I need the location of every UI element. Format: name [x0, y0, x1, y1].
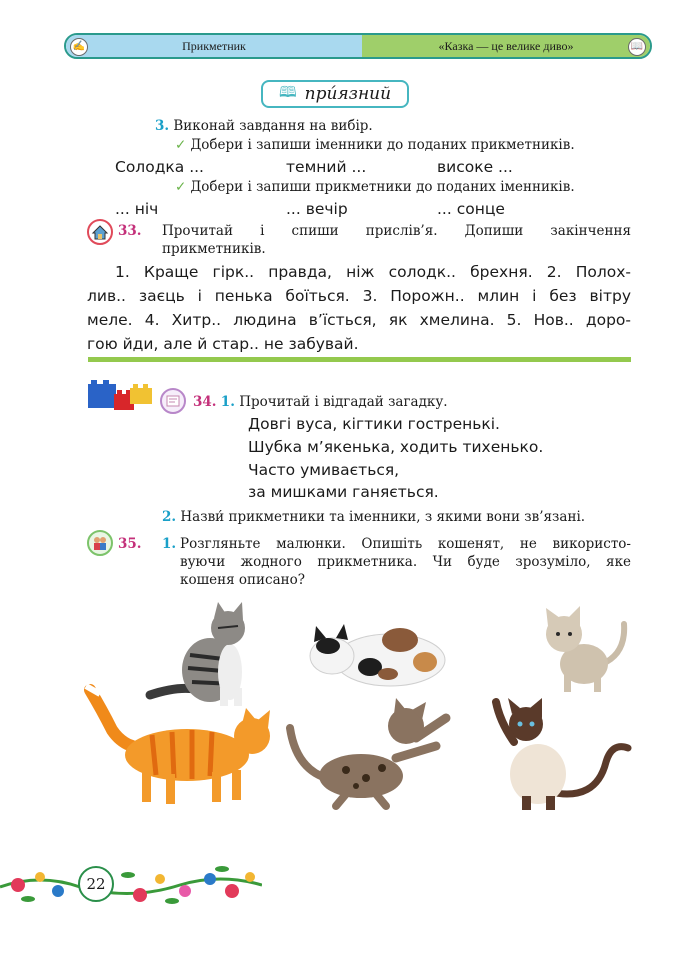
- proverb-line-3: меле. 4. Хитр.. людина в’їсться, як хмелина. 5. Нов.. доро-: [87, 311, 631, 329]
- task34-sub2-number: 2.: [162, 509, 177, 525]
- task3-word-2: темний ...: [286, 158, 367, 176]
- riddle-line-4: за мишками ганяється.: [248, 483, 439, 501]
- vocabulary-word: при́язний: [304, 84, 392, 104]
- task3-word-5: ... вечір: [286, 200, 348, 218]
- proverb-line-4: гою йди, але й стар.. не забувай.: [87, 335, 359, 353]
- task34-sub1-text: Прочитай і відгадай загадку.: [239, 394, 448, 410]
- task34-instruction: [193, 393, 448, 411]
- quill-icon: ✍: [70, 38, 88, 56]
- task3-word-6: ... сонце: [437, 200, 505, 218]
- proverb-line-2: лив.. заєць і пенька боїться. 3. Порожн.. млин і без вітру: [87, 287, 631, 305]
- task3-number: 3.: [155, 118, 170, 134]
- page-header: [64, 33, 652, 59]
- pair-work-icon: [87, 530, 113, 556]
- task34-sub1-number: 1.: [220, 394, 235, 410]
- orange-walking-kitten-illustration: [82, 680, 277, 810]
- task3-word-4: ... ніч: [115, 200, 159, 218]
- task34-number: 34.: [193, 394, 217, 410]
- task3-instruction-text: Виконай завдання на вибір.: [173, 118, 373, 134]
- task3-option2-text: Добери і запиши прикметники до поданих іменників.: [190, 179, 575, 195]
- task34-sub2: [162, 508, 585, 526]
- task35-line-2: вуючи жодного прикметника. Чи буде зрозуміло, яке: [180, 554, 631, 570]
- task3-option1: [175, 136, 575, 154]
- task35-number: 35.: [118, 536, 142, 552]
- cream-kitten-illustration: [536, 604, 632, 696]
- task35-line-3: кошеня описано?: [180, 572, 306, 588]
- book-icon: 📖: [628, 38, 646, 56]
- leopard-kitten-illustration: [286, 698, 461, 810]
- task34-sub2-text: Назви́ прикметники та іменники, з якими вони зв’язані.: [180, 509, 586, 525]
- task35-sub1-number: 1.: [162, 536, 177, 552]
- task3-word-3: високе ...: [437, 158, 513, 176]
- book-icon: 🕮: [278, 82, 297, 101]
- siamese-kitten-illustration: [486, 692, 632, 812]
- riddle-line-3: Часто умивається,: [248, 461, 400, 479]
- task35-line-1: Розгляньте малюнки. Опишіть кошенят, не використо-: [180, 536, 631, 552]
- pencil-note-icon: [160, 388, 186, 414]
- riddle-line-1: Довгі вуса, кігтики гостренькі.: [248, 415, 500, 433]
- riddle-line-2: Шубка м’якенька, ходить тихенько.: [248, 438, 544, 456]
- checkmark-icon: ✓: [175, 137, 187, 153]
- task33-number: 33.: [118, 223, 142, 239]
- page-number: 22: [78, 866, 114, 902]
- calico-lying-kitten-illustration: [300, 612, 450, 692]
- checkmark-icon: ✓: [175, 179, 187, 195]
- section-divider: [88, 357, 631, 362]
- task33-instruction-line1: Прочитай і спиши прислів’я. Допиши закінчення: [162, 223, 631, 239]
- header-left-section: [66, 35, 362, 57]
- header-left-title: Прикметник: [182, 38, 246, 53]
- lego-blocks-icon: [86, 376, 156, 416]
- task3-option1-text: Добери і запиши іменники до поданих прикметників.: [190, 137, 575, 153]
- house-icon: [87, 219, 113, 245]
- floral-ornament-icon: [0, 855, 262, 915]
- vocabulary-word-box: [261, 80, 409, 108]
- task3-option2: [175, 178, 575, 196]
- proverb-line-1: 1. Краще гірк.. правда, ніж солодк.. брехня. 2. Полох-: [115, 263, 631, 281]
- task33-instruction-line2: прикметників.: [162, 241, 266, 257]
- header-right-title: «Казка — це велике диво»: [438, 38, 574, 53]
- header-right-section: [362, 35, 650, 57]
- task3-instruction: [155, 117, 373, 135]
- task3-word-1: Солодка ...: [115, 158, 204, 176]
